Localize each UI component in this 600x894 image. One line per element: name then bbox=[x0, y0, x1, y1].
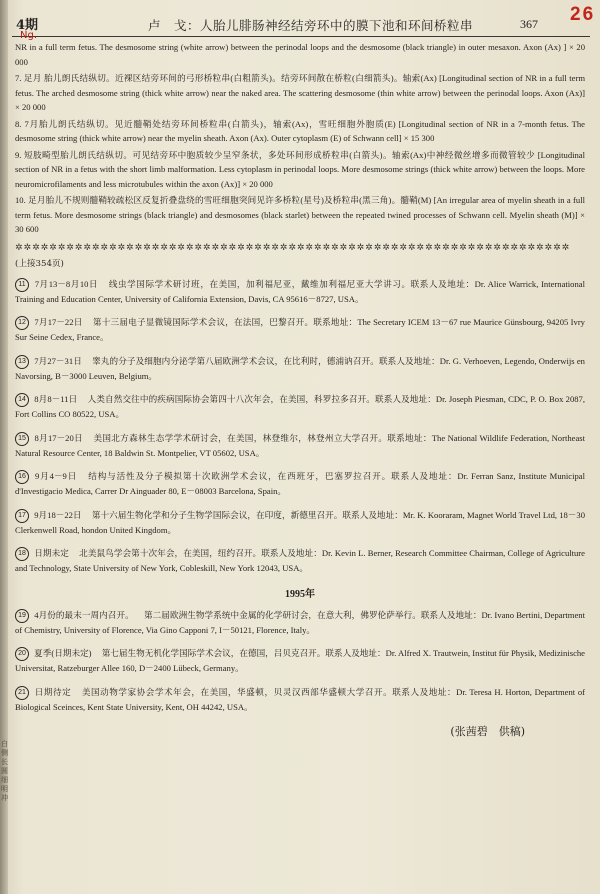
entry-date: 4月份的最末一周内召开。 bbox=[34, 609, 134, 620]
running-title: 卢 戈：人胎儿腓肠神经结旁环中的膜下池和环间桥粒串 bbox=[148, 18, 474, 33]
conference-entry bbox=[15, 646, 585, 676]
entry-date: 9月18－22日 bbox=[34, 509, 82, 520]
entry-text: 第七届生物无机化学国际学术会议，在德国，吕贝克召开。联系人及地址：Dr. Alfred X. Trautwein, Institut für Physik, Medizinische Universitat, Ratzeburger Allee 160, D－2400 Lübeck, Germany。 bbox=[15, 648, 585, 674]
conference-entry bbox=[15, 392, 585, 422]
entry-number: 11 bbox=[15, 278, 29, 292]
entry-text: 结构与活性及分子模拟第十次欧洲学术会议，在西班牙，巴塞罗拉召开。联系人及地址：Dr. Ferran Sanz, Institute Municipal d'Investigacio Medica, Carrer Dr Ainguader 80, E－08003 Barcelona, Spain。 bbox=[15, 471, 585, 497]
entry-number: 20 bbox=[15, 647, 29, 661]
section-divider: ✲✲✲✲✲✲✲✲✲✲✲✲✲✲✲✲✲✲✲✲✲✲✲✲✲✲✲✲✲✲✲✲✲✲✲✲✲✲✲✲✲✲✲✲✲✲✲✲✲✲✲✲✲✲✲✲✲✲✲✲✲✲✲✲✲ bbox=[15, 242, 571, 253]
conference-entry bbox=[15, 315, 585, 345]
entry-text: 第二届欧洲生物学系统中金属的化学研讨会，在意大利，佛罗伦萨举行。联系人及地址：Dr. Ivano Bertini, Department of Chemistry, University of Florence, Via Gino Capponi 7, I－50121, Florence, Italy。 bbox=[15, 609, 585, 635]
handwritten-mark: Ng. bbox=[20, 30, 38, 41]
entry-date: 7月17－22日 bbox=[34, 317, 83, 328]
conference-entry bbox=[15, 277, 585, 307]
entry-date: 夏季(日期未定) bbox=[34, 648, 92, 659]
entry-date: 8月17－20日 bbox=[34, 432, 83, 443]
entry-text: 北美鼠鸟学会第十次年会，在美国，纽约召开。联系人及地址：Dr. Kevin L. Berner, Research Committee Chairman, College of Agriculture and Technology, State University of New York, Cobleskill, New York 12043, USA。 bbox=[15, 548, 585, 574]
entry-number: 21 bbox=[15, 686, 29, 700]
entry-number: 13 bbox=[15, 355, 29, 369]
entry-text: 美国北方森林生态学学术研讨会，在美国，林登维尔，林登州立大学召开。联系地址：The National Wildlife Federation, Northeast Natural Resource Center, 18 Baldwin St. Montpelier, VT 05602, USA。 bbox=[15, 432, 585, 458]
conference-entry bbox=[15, 546, 585, 576]
year-heading: 1995年 bbox=[285, 588, 315, 600]
conference-entry bbox=[15, 469, 585, 499]
page-header bbox=[12, 4, 596, 41]
entry-date: 9月4－9日 bbox=[35, 471, 78, 482]
red-stamp-number: 26 bbox=[570, 4, 596, 25]
entry-date: 日期未定 bbox=[34, 548, 69, 559]
entry-number: 18 bbox=[15, 547, 29, 561]
entry-text: 第十三届电子显微镜国际学术会议，在法国，巴黎召开。联系地址：The Secretary ICEM 13－67 rue Maurice Günsbourg, 94205 Ivry Sur Seine Cedex, France。 bbox=[15, 317, 585, 343]
figure-legend: 7. 足月 胎儿朗氏结纵切。近裸区结旁环间的弓形桥粒串(白粗箭头)。结旁环间散在桥粒(白细箭头)。轴索(Ax) [Longitudinal section of NR in a full term fetus. The arched desmosome string (thick white arrow) near the naked area. The scattering desmosome (thin white arrow) between the perinodal loops. Axon (Ax)] × 20 000 bbox=[15, 73, 585, 112]
figure-legend: 10. 足月胎儿不规则髓鞘较疏松区反复折叠盘绕的雪旺细胞突间见许多桥粒(星号)及桥粒串(黑三角)。髓鞘(M) [An irregular area of myelin sheath in a full term fetus. More desmosome strings (black triangle) and desmosomes (black starlet) between the repeated twined processes of Schwann cell. Myelin sheath (M)] × 30 600 bbox=[15, 195, 585, 234]
margin-notes: 白 侧 长 圆 细 明 冲 bbox=[1, 740, 8, 802]
contributor-signature: (张茜碧 供稿) bbox=[450, 725, 525, 739]
conference-entry bbox=[15, 354, 585, 384]
entry-text: 线虫学国际学术研讨班，在美国，加利福尼亚，戴维加利福尼亚大学讲习。联系人及地址：Dr. Alice Warrick, International Training and Education Center, University of California Extension, Davis, CA 95616－8727, USA。 bbox=[15, 278, 585, 304]
entry-number: 16 bbox=[15, 470, 29, 484]
entry-number: 15 bbox=[15, 432, 29, 446]
conference-entry bbox=[15, 431, 585, 461]
conference-entry bbox=[15, 608, 585, 638]
figure-legend: 9. 短肢畸型胎儿朗氏结纵切。可见结旁环中胞质较少呈窄条状，多处环间形成桥粒串(白箭头)。轴索(Ax)中神经微丝增多而微管较少 [Longitudinal section of NR in a fetus with the short limb malformation. Less cytoplasm in perinodal loops. More desmosome strings (thick white arrow) between the loops. More neuromicrofilaments and less microtubules within the axon (Ax)] × 20 000 bbox=[15, 149, 585, 189]
entry-date: 7月27－31日 bbox=[34, 355, 82, 366]
issue-number: 4期 bbox=[16, 18, 39, 33]
entry-text: 美国动物学家协会学术年会，在美国，华盛顿，贝灵汉西部华盛顿大学召开。联系人及地址：Dr. Teresa H. Horton, Department of Biological Sceinces, Kent State University, Kent, OH 44242, USA。 bbox=[15, 686, 585, 712]
entry-number: 19 bbox=[15, 609, 29, 623]
entry-date: 日期待定 bbox=[34, 686, 72, 697]
entry-text: 第十六届生物化学和分子生物学国际会议，在印度，新德里召开。联系人及地址：Mr. K. Kooraram, Magnet World Travel Ltd, 18－30 Clerkenwell Road, hondon United Kingdom。 bbox=[15, 509, 585, 535]
conference-entry bbox=[15, 685, 585, 715]
entry-date: 7月13－8月10日 bbox=[34, 278, 99, 289]
figure-legend: NR in a full term fetus. The desmosome string (white arrow) between the perinodal loops and the desmosome (black triangle) in outer mesaxon. Axon (Ax) ] × 20 000 bbox=[15, 42, 585, 67]
entry-text: 睾丸的分子及细胞内分泌学第八届欧洲学术会议，在比利时，德浦讷召开。联系人及地址：Dr. G. Verhoeven, Legendo, Onderwijs en Navorsing, B－3000 Leuven, Belgium。 bbox=[15, 355, 585, 381]
page-number: 367 bbox=[520, 17, 538, 31]
entry-number: 12 bbox=[15, 316, 29, 330]
entry-date: 8月8－11日 bbox=[34, 394, 78, 405]
conference-entry bbox=[15, 508, 585, 538]
figure-legend: 8. 7月胎儿朗氏结纵切。见近髓鞘处结旁环间桥粒串(白箭头)，轴索(Ax)，雪旺细胞外胞质(E) [Longitudinal section of NR in a 7-month fetus. The desmosome string (thick white arrow) near the myelin sheath. Axon (Ax). Outer cytoplasm (E) of Schwann cell] × 15 300 bbox=[15, 118, 585, 143]
entry-text: 人类自然交往中的疾病国际协会第四十八次年会，在美国，科罗拉多召开。联系人及地址：Dr. Joseph Piesman, CDC, P. O. Box 2087, Fort Collins CO 80522, USA。 bbox=[15, 394, 585, 420]
page-content bbox=[15, 40, 585, 739]
entry-number: 17 bbox=[15, 509, 29, 523]
entry-number: 14 bbox=[15, 393, 29, 407]
continued-note: (上接354页) bbox=[15, 258, 64, 269]
